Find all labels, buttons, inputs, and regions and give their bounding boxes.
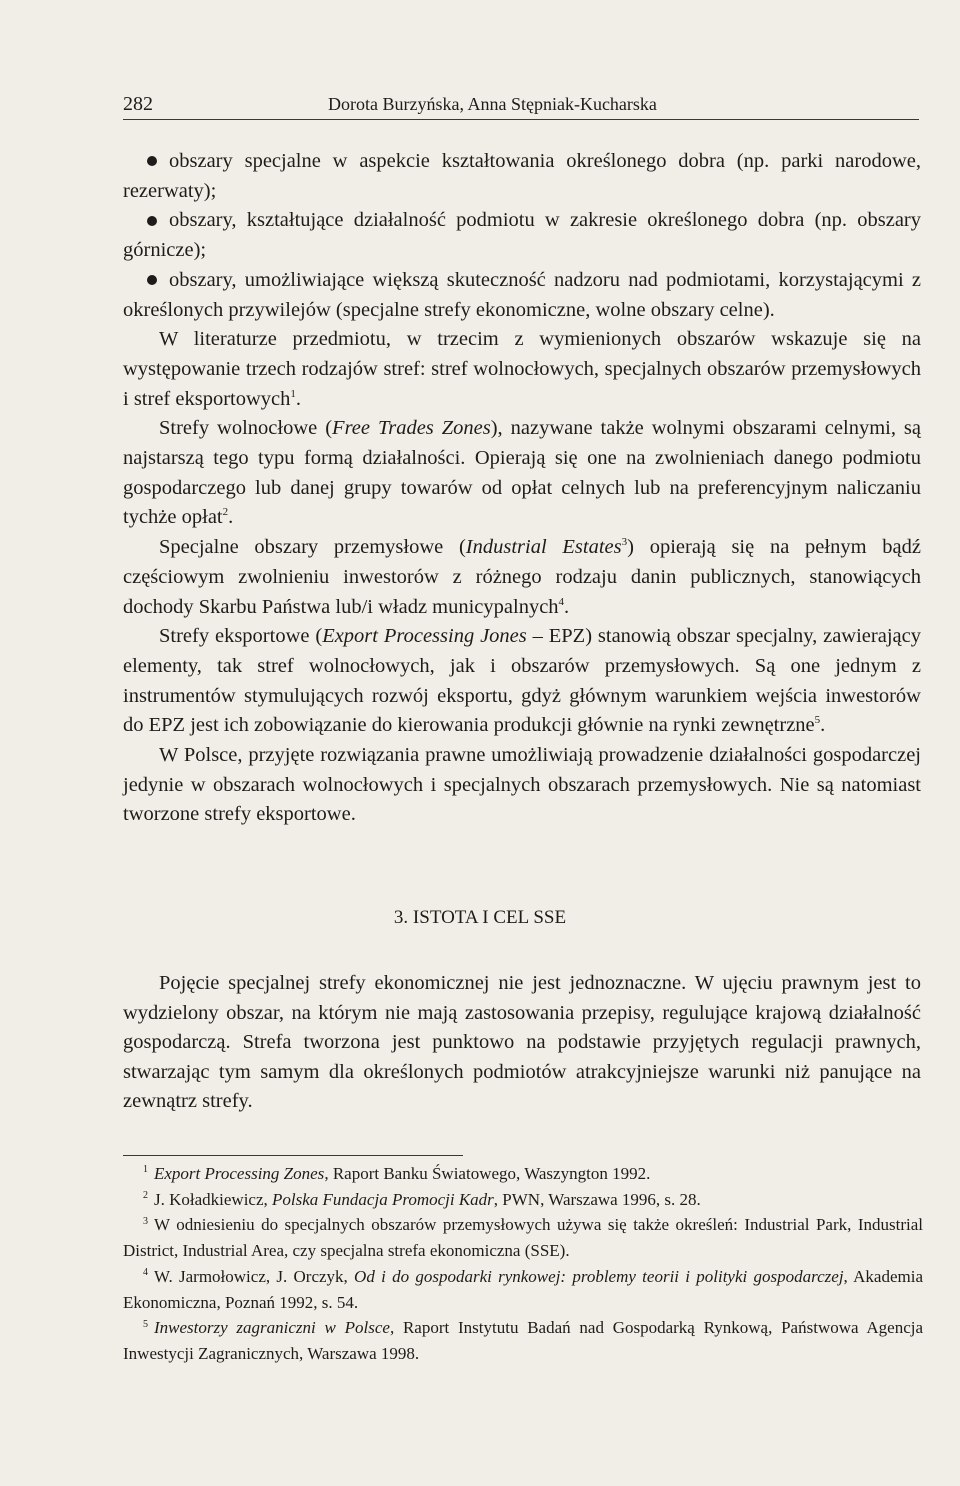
paragraph [123, 325, 921, 414]
bullet-text: obszary, kształtujące działalność podmiotu w zakresie określonego dobra (np. obszary górnicze); [123, 209, 921, 262]
footnote-text: , Raport Banku Światowego, Waszyngton 1992. [324, 1164, 651, 1183]
footnote-italic: Od i do gospodarki rynkowej: problemy teorii i polityki gospodarczej [354, 1266, 844, 1286]
footnote-italic: Inwestorzy zagraniczni w Polsce [154, 1318, 390, 1338]
footnotes [123, 1161, 923, 1367]
paragraph-text: W literaturze przedmiotu, w trzecim z wymienionych obszarów wskazuje się na występowanie trzech rodzajów stref: stref wolnocłowych, specjalnych obszarów przemysłowych i stref eksportowych [123, 328, 921, 410]
footnote [123, 1315, 923, 1366]
footnote-italic: Export Processing Zones [154, 1164, 325, 1183]
footnote-mark: 5 [143, 1318, 148, 1330]
bullet-icon [147, 275, 157, 285]
paragraph-text: Strefy wolnocłowe ( [159, 417, 333, 440]
paragraph [123, 414, 921, 533]
bullet-item [123, 147, 921, 206]
page-number: 282 [123, 93, 153, 115]
bullet-icon [147, 216, 157, 226]
footnote-text: , Akademia Ekonomiczna, Poznań 1992, s. 54. [123, 1266, 923, 1312]
footnote-text: W odniesieniu do specjalnych obszarów przemysłowych używa się także określeń: Industrial Park, Industrial District, Industrial Area, czy specjalna strefa ekonomiczna (SSE). [123, 1215, 923, 1261]
footnote-italic: Polska Fundacja Promocji Kadr [272, 1189, 494, 1209]
bullet-text: obszary, umożliwiające większą skuteczność nadzoru nad podmiotami, korzystającymi z określonych przywilejów (specjalne strefy ekonomiczne, wolne obszary celne). [123, 268, 921, 321]
footnote-mark: 4 [143, 1267, 148, 1279]
page-header [123, 92, 919, 120]
footnote-text: J. Koładkiewicz, [154, 1189, 273, 1209]
term-italic: Industrial Estates [465, 536, 622, 559]
footnote-text: , Raport Instytutu Badań nad Gospodarką Rynkową, Państwowa Agencja Inwestycji Zagranicznych, Warszawa 1998. [123, 1318, 924, 1363]
footnote-ref[interactable]: 2 [222, 506, 229, 519]
footnote [123, 1161, 923, 1187]
footnote-mark: 1 [143, 1164, 148, 1176]
paragraph [123, 533, 921, 622]
paragraph-text: ), nazywane także wolnymi obszarami celnymi, są najstarszą tego typu formą działalności. Opierają się one na zwolnieniach danego podmiotu gospodarczego lub danej grupy towarów od opłat celnych lub na preferencyjnym naliczaniu tychże opłat [123, 417, 921, 529]
paragraph-text: Specjalne obszary przemysłowe ( [159, 536, 466, 559]
footnote-text: , PWN, Warszawa 1996, s. 28. [493, 1189, 701, 1209]
paragraph-text: . [820, 714, 826, 737]
footnote-rule [123, 1155, 463, 1156]
paragraph-text: . [564, 595, 570, 618]
footnote-ref[interactable]: 5 [814, 714, 821, 727]
footnote-mark: 3 [143, 1215, 148, 1227]
footnote-text: W. Jarmołowicz, J. Orczyk, [154, 1266, 355, 1286]
body-text [123, 147, 921, 830]
footnote [123, 1264, 923, 1315]
paragraph [123, 622, 921, 741]
footnote [123, 1212, 923, 1263]
footnote-ref[interactable]: 4 [558, 595, 565, 608]
footnote-ref[interactable]: 1 [290, 387, 296, 400]
bullet-item [123, 206, 921, 265]
paragraph: Pojęcie specjalnej strefy ekonomicznej nie jest jednoznaczne. W ujęciu prawnym jest to wydzielony obszar, na którym nie mają zastosowania przepisy, regulujące krajową działalność gospodarczą. Strefa tworzona jest punktowo na podstawie przyjętych regulacji prawnych, stwarzając tym samym dla określonych podmiotów atrakcyjniejsze warunki niż panujące na zewnątrz strefy. [123, 972, 921, 1113]
bullet-item [123, 266, 921, 325]
bullet-icon [147, 156, 157, 166]
term-italic: Free Trades Zones [332, 417, 491, 440]
bullet-text: obszary specjalne w aspekcie kształtowania określonego dobra (np. parki narodowe, rezerwaty); [123, 150, 921, 202]
paragraph-text: . [228, 506, 234, 529]
paragraph-text: Strefy eksportowe ( [159, 625, 323, 648]
header-rule [123, 119, 919, 120]
paragraph-text: ) opierają się na pełnym bądź częściowym zwolnieniu inwestorów z różnego rodzaju danin publicznych, stanowiących dochody Skarbu Państwa lub/i władz municypalnych [123, 536, 921, 618]
footnote [123, 1187, 923, 1213]
footnote-mark: 2 [143, 1190, 148, 1202]
paragraph: W Polsce, przyjęte rozwiązania prawne umożliwiają prowadzenie działalności gospodarczej jedynie w obszarach wolnocłowych i specjalnych obszarach przemysłowych. Nie są natomiast tworzone strefy eksportowe. [123, 744, 921, 826]
section-heading: 3. ISTOTA I CEL SSE [393, 907, 567, 928]
running-head: Dorota Burzyńska, Anna Stępniak-Kucharska [328, 94, 657, 114]
footnote-ref[interactable]: 3 [621, 536, 628, 549]
paragraph-text: – EPZ) stanowią obszar specjalny, zawierający elementy, tak stref wolnocłowych, jak i obszarów przemysłowych. Są one jednym z instrumentów stymulujących rozwój eksportu, gdyż głównym warunkiem wejścia inwestorów do EPZ jest ich zobowiązanie do kierowania produkcji głównie na rynki zewnętrzne [123, 625, 921, 737]
paragraph-text: . [295, 387, 301, 410]
section-body [123, 969, 921, 1117]
term-italic: Export Processing Jones [322, 625, 527, 648]
